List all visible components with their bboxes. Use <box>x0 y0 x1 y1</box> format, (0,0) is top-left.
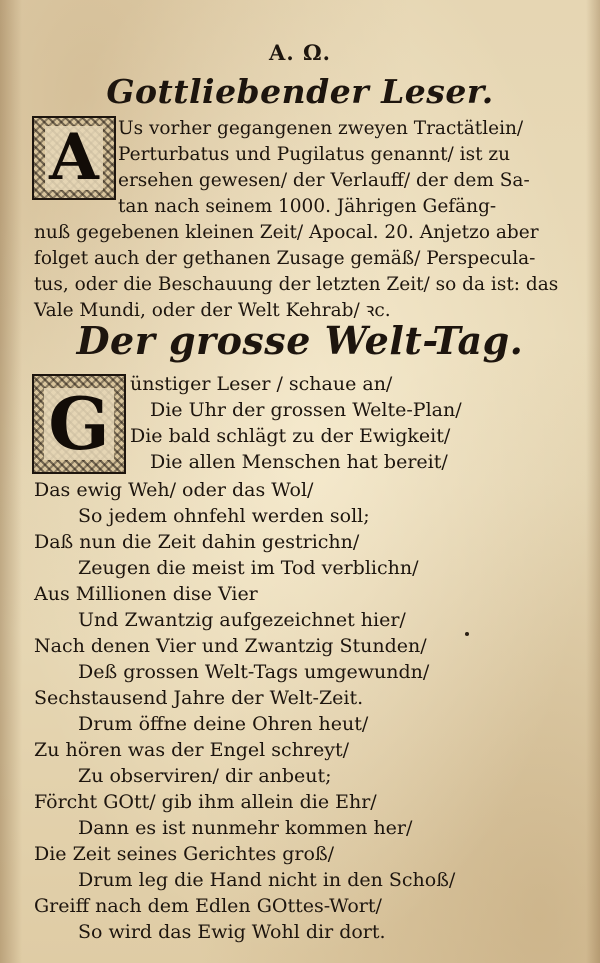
poem-line: Das ewig Weh/ oder das Wol/ <box>34 479 314 501</box>
intro-line: ersehen gewesen/ der Verlauff/ der dem Sa- <box>118 170 530 191</box>
poem-line: Nach denen Vier und Zwantzig Stunden/ <box>34 635 427 657</box>
intro-line: Vale Mundi, oder der Welt Kehrab/ ꝛc. <box>34 300 391 321</box>
heading-greeting: Gottliebender Leser. <box>106 72 494 111</box>
poem-line: Greiff nach dem Edlen GOttes-Wort/ <box>34 895 382 917</box>
poem-line: So jedem ohnfehl werden soll; <box>78 505 370 527</box>
poem-line: Förcht GOtt/ gib ihm allein die Ehr/ <box>34 791 377 813</box>
page-edge-shadow-left <box>0 0 22 963</box>
intro-line: Us vorher gegangenen zweyen Tractätlein/ <box>118 118 524 139</box>
poem-line: Dann es ist nunmehr kommen her/ <box>78 817 413 839</box>
page-mark: A. Ω. <box>269 40 331 65</box>
poem-line: Drum leg die Hand nicht in den Schoß/ <box>78 869 456 891</box>
poem-line: Zu observiren/ dir anbeut; <box>78 765 332 787</box>
poem-line: Und Zwantzig aufgezeichnet hier/ <box>78 609 406 631</box>
poem-line: Daß nun die Zeit dahin gestrichn/ <box>34 531 360 553</box>
page-edge-shadow-right <box>586 0 600 963</box>
poem-line: Zeugen die meist im Tod verblichn/ <box>78 557 419 579</box>
poem-line: So wird das Ewig Wohl dir dort. <box>78 921 386 943</box>
decorated-initial-a <box>32 116 116 200</box>
intro-line: tan nach seinem 1000. Jährigen Gefäng- <box>118 196 497 217</box>
decorated-initial-a-letter: A <box>45 126 103 190</box>
poem-line: Die allen Menschen hat bereit/ <box>150 451 448 473</box>
poem-line: Die bald schlägt zu der Ewigkeit/ <box>130 425 451 447</box>
poem-line: Die Uhr der grossen Welte-Plan/ <box>150 399 462 421</box>
poem-line: Drum öffne deine Ohren heut/ <box>78 713 369 735</box>
poem-line: Zu hören was der Engel schreyt/ <box>34 739 350 761</box>
intro-line: nuß gegebenen kleinen Zeit/ Apocal. 20. Anjetzo aber <box>34 222 539 243</box>
intro-line: tus, oder die Beschauung der letzten Zeit/ so da ist: das <box>34 274 559 295</box>
intro-line: folget auch der gethanen Zusage gemäß/ Perspecula- <box>34 248 536 269</box>
poem-line: ünstiger Leser / schaue an/ <box>130 373 393 395</box>
poem-line: Aus Millionen dise Vier <box>34 583 258 605</box>
poem-line: Sechstausend Jahre der Welt-Zeit. <box>34 687 364 709</box>
ink-speck <box>465 632 469 636</box>
heading-poem-title: Der grosse Welt-Tag. <box>76 318 524 363</box>
poem-line: Deß grossen Welt-Tags umgewundn/ <box>78 661 430 683</box>
decorated-initial-g <box>32 374 126 474</box>
poem-line: Die Zeit seines Gerichtes groß/ <box>34 843 335 865</box>
intro-line: Perturbatus und Pugilatus genannt/ ist zu <box>118 144 511 165</box>
decorated-initial-g-letter: G <box>44 388 114 460</box>
